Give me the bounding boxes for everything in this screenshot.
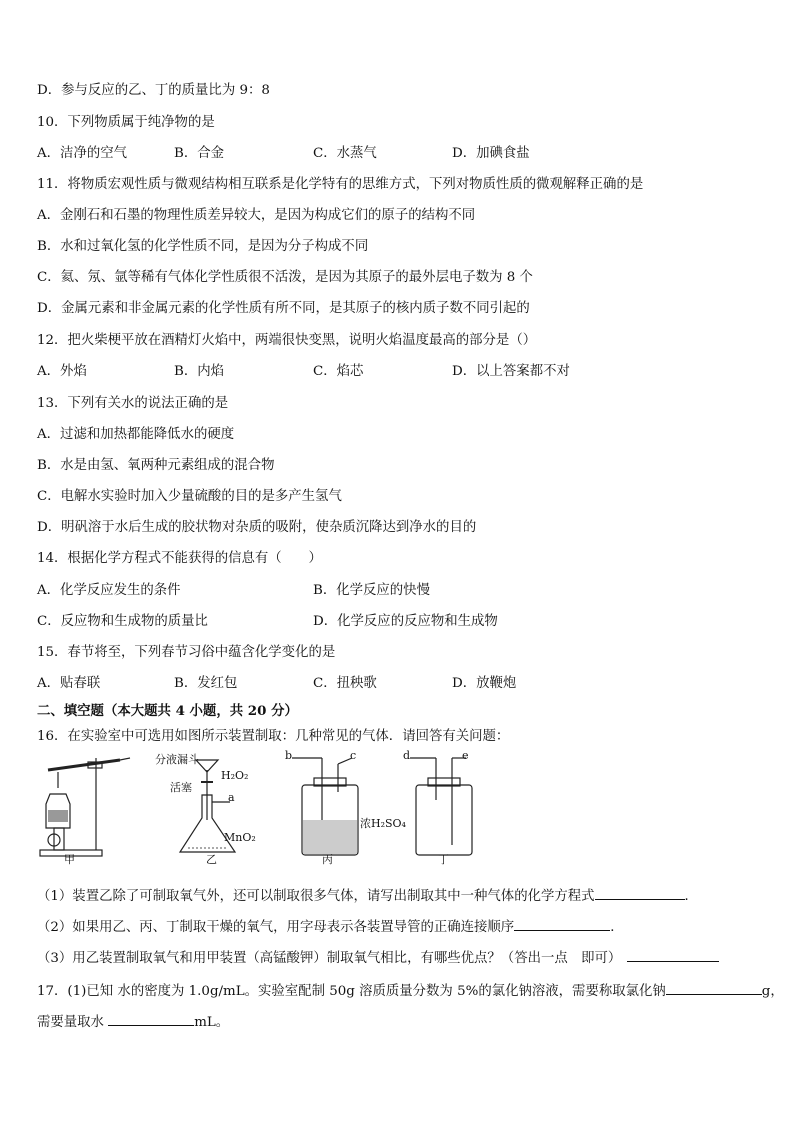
q10-stem: 10．下列物质属于纯净物的是 [37,115,215,130]
apparatus-drawing [30,750,480,870]
q16-part3-text: （3）用乙装置制取氧气和用甲装置（高锰酸钾）制取氧气相比，有哪些优点？（答出一点 即可） [37,951,622,966]
label-bing: 丙 [322,853,333,866]
q15-stem: 15．春节将至，下列春节习俗中蕴含化学变化的是 [37,645,336,660]
q16-part1-blank[interactable] [595,885,685,900]
q17-line2 [37,1011,229,1032]
q15-option-d: D．放鞭炮 [452,676,517,691]
label-valve: 活塞 [170,781,192,794]
label-acid: 浓H₂SO₄ [360,817,406,830]
q12-stem: 12．把火柴梗平放在酒精灯火焰中，两端很快变黑，说明火焰温度最高的部分是（） [37,333,537,348]
q16-stem: 16．在实验室中可选用如图所示装置制取：几种常见的气体．请回答有关问题： [37,729,510,744]
q17-blank-nacl[interactable] [666,980,762,995]
q17-line2-end: mL。 [194,1015,230,1030]
label-funnel: 分液漏斗 [155,753,199,766]
q14-option-c: C．反应物和生成物的质量比 [37,614,208,629]
q12-option-a: A．外焰 [37,364,87,379]
q11-option-c: C．氦、氖、氩等稀有气体化学性质很不活泼，是因为其原子的最外层电子数为 8 个 [37,270,533,285]
apparatus-figure [30,750,480,870]
q13-option-a: A．过滤和加热都能降低水的硬度 [37,427,235,442]
q14-option-d: D．化学反应的反应物和生成物 [313,614,498,629]
q16-part2-text: （2）如果用乙、丙、丁制取干燥的氧气，用字母表示各装置导管的正确连接顺序 [37,920,515,935]
q13-stem: 13．下列有关水的说法正确的是 [37,396,229,411]
q16-part3-blank[interactable] [627,947,719,962]
bottle-ding [416,785,472,855]
label-mno2: MnO₂ [224,831,256,844]
q15-option-c: C．扭秧歌 [313,676,377,691]
test-tube [48,760,120,770]
q17-line1-end: g， [761,984,784,999]
q11-option-d: D．金属元素和非金属元素的化学性质有所不同，是其原子的核内质子数不同引起的 [37,301,530,316]
q16-part3 [37,947,719,968]
label-e: e [462,749,469,762]
q14-stem: 14．根据化学方程式不能获得的信息有（ ） [37,551,322,566]
label-b: b [285,749,293,762]
q17-line2-text: 需要量取水 [37,1015,109,1030]
q16-part1-text: （1）装置乙除了可制取氧气外，还可以制取很多气体，请写出制取其中一种气体的化学方程式 [37,889,595,904]
q11-stem: 11．将物质宏观性质与微观结构相互联系是化学特有的思维方式，下列对物质性质的微观解释正确的是 [37,177,644,192]
q15-option-b: B．发红包 [174,676,238,691]
label-c: c [350,749,357,762]
section-heading: 二、填空题（本大题共 4 小题，共 20 分） [37,703,298,719]
q16-part1-end: ． [684,889,698,904]
q14-option-b: B．化学反应的快慢 [313,583,430,598]
q11-option-b: B．水和过氧化氢的化学性质不同，是因为分子构成不同 [37,239,369,254]
q16-part2-end: ． [610,920,624,935]
label-a: a [228,791,235,804]
q10-option-c: C．水蒸气 [313,146,377,161]
label-jia: 甲 [64,853,75,866]
q10-option-a: A．洁净的空气 [37,146,128,161]
label-h2o2: H₂O₂ [221,769,249,782]
q13-option-c: C．电解水实验时加入少量硫酸的目的是多产生氢气 [37,489,342,504]
q12-option-b: B．内焰 [174,364,225,379]
q17-line1-text: 17．(1)已知 水的密度为 1.0g/mL。实验室配制 50g 溶质质量分数为 5%的氯化钠溶液，需要称取氯化钠 [37,984,666,999]
q17-blank-water[interactable] [108,1011,194,1026]
q9-option-d: D．参与反应的乙、丁的质量比为 9：8 [37,83,270,98]
q14-option-a: A．化学反应发生的条件 [37,583,181,598]
label-yi: 乙 [206,853,217,866]
label-ding: 丁 [438,853,449,866]
q13-option-b: B．水是由氢、氧两种元素组成的混合物 [37,458,275,473]
q10-option-b: B．合金 [174,146,225,161]
q12-option-d: D．以上答案都不对 [452,364,570,379]
label-d: d [403,749,411,762]
q16-part1 [37,885,698,906]
q12-option-c: C．焰芯 [313,364,364,379]
q13-option-d: D．明矾溶于水后生成的胶状物对杂质的吸附，使杂质沉降达到净水的目的 [37,520,477,535]
q16-part2 [37,916,624,937]
q10-option-d: D．加碘食盐 [452,146,530,161]
q16-part2-blank[interactable] [514,916,610,931]
q15-option-a: A．贴春联 [37,676,101,691]
acid-liquid [303,820,357,854]
q11-option-a: A．金刚石和石墨的物理性质差异较大，是因为构成它们的原子的结构不同 [37,208,476,223]
q17-line1 [37,980,784,1001]
